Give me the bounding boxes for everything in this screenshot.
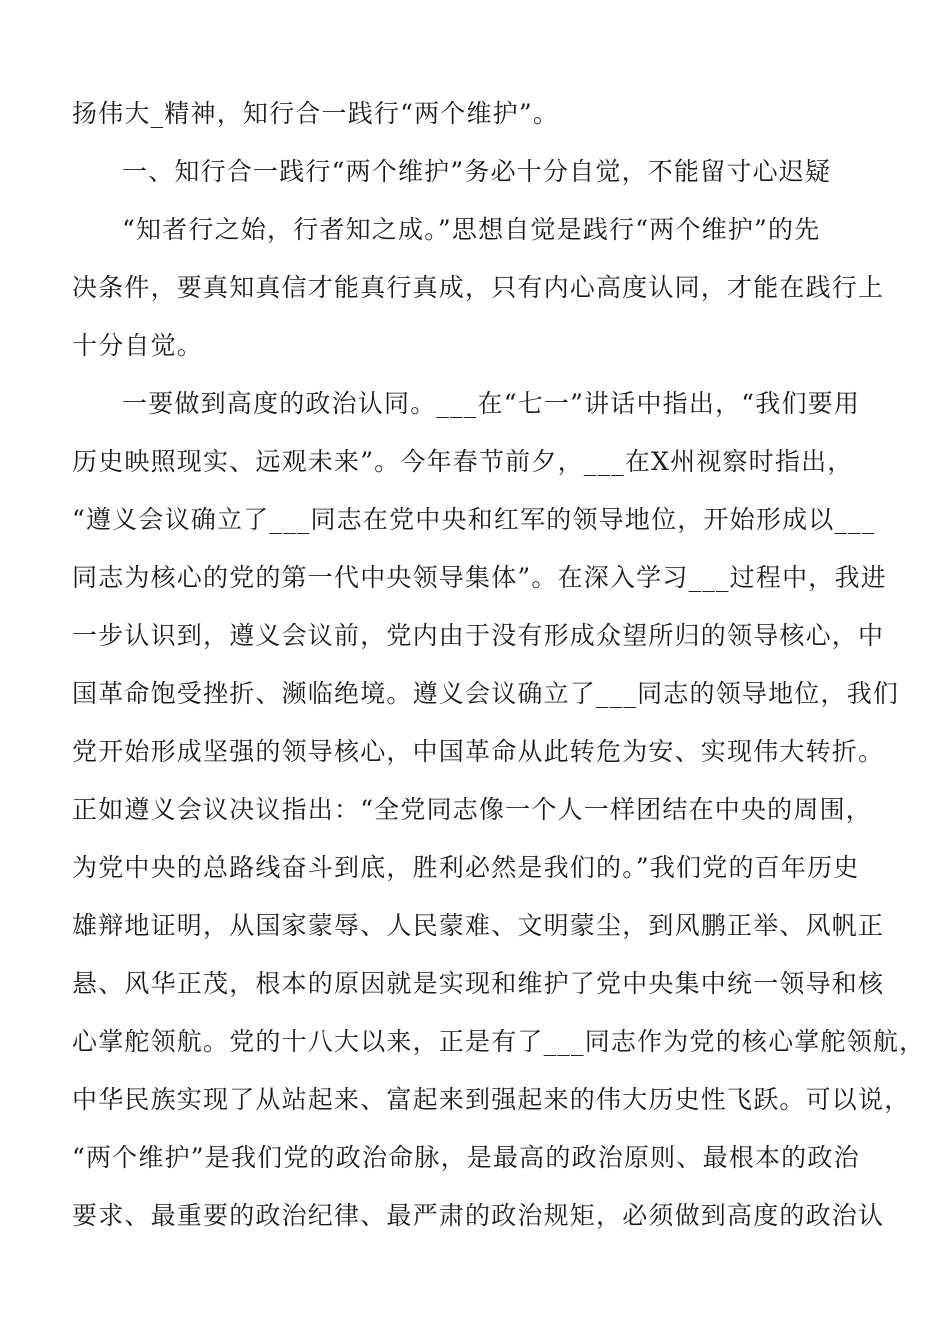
text-line: 国革命饱受挫折、濒临绝境。遵义会议确立了___同志的领导地位，我们 (72, 679, 900, 708)
text-line: 同志为核心的党的第一代中央领导集体”。在深入学习___过程中，我进 (72, 563, 887, 592)
text-line: 扬伟大_精神，知行合一践行“两个维护”。 (72, 99, 560, 128)
text-line: 正如遵义会议决议指出：“全党同志像一个人一样团结在中央的周围， (72, 795, 872, 824)
text-line: “遵义会议确立了___同志在党中央和红军的领导地位，开始形成以___ (72, 505, 876, 534)
text-line: “知者行之始，行者知之成。”思想自觉是践行“两个维护”的先 (122, 215, 821, 244)
text-line: 悬、风华正茂，根本的原因就是实现和维护了党中央集中统一领导和核 (72, 969, 885, 998)
text-line: 历史映照现实、远观未来”。今年春节前夕，___在X州视察时指出， (72, 447, 854, 476)
text-line: 十分自觉。 (72, 331, 204, 360)
text-line: 心掌舵领航。党的十八大以来，正是有了___同志作为党的核心掌舵领航， (72, 1027, 926, 1056)
text-line: 为党中央的总路线奋斗到底，胜利必然是我们的。”我们党的百年历史 (72, 853, 860, 882)
text-line: 一要做到高度的政治认同。___在“七一”讲话中指出，“我们要用 (122, 389, 861, 418)
text-line: 决条件，要真知真信才能真行真成，只有内心高度认同，才能在践行上 (72, 273, 885, 302)
text-line: “两个维护”是我们党的政治命脉，是最高的政治原则、最根本的政治 (72, 1143, 860, 1172)
text-line: 一步认识到，遵义会议前，党内由于没有形成众望所归的领导核心，中 (72, 621, 885, 650)
text-line: 中华民族实现了从站起来、富起来到强起来的伟大历史性飞跃。可以说， (72, 1085, 911, 1114)
text-line: 要求、最重要的政治纪律、最严肃的政治规矩，必须做到高度的政治认 (72, 1201, 885, 1230)
section-heading: 一、知行合一践行“两个维护”务必十分自觉，不能留寸心迟疑 (122, 157, 832, 186)
text-line: 党开始形成坚强的领导核心，中国革命从此转危为安、实现伟大转折。 (72, 737, 885, 766)
text-line: 雄辩地证明，从国家蒙辱、人民蒙难、文明蒙尘，到风鹏正举、风帆正 (72, 911, 885, 940)
